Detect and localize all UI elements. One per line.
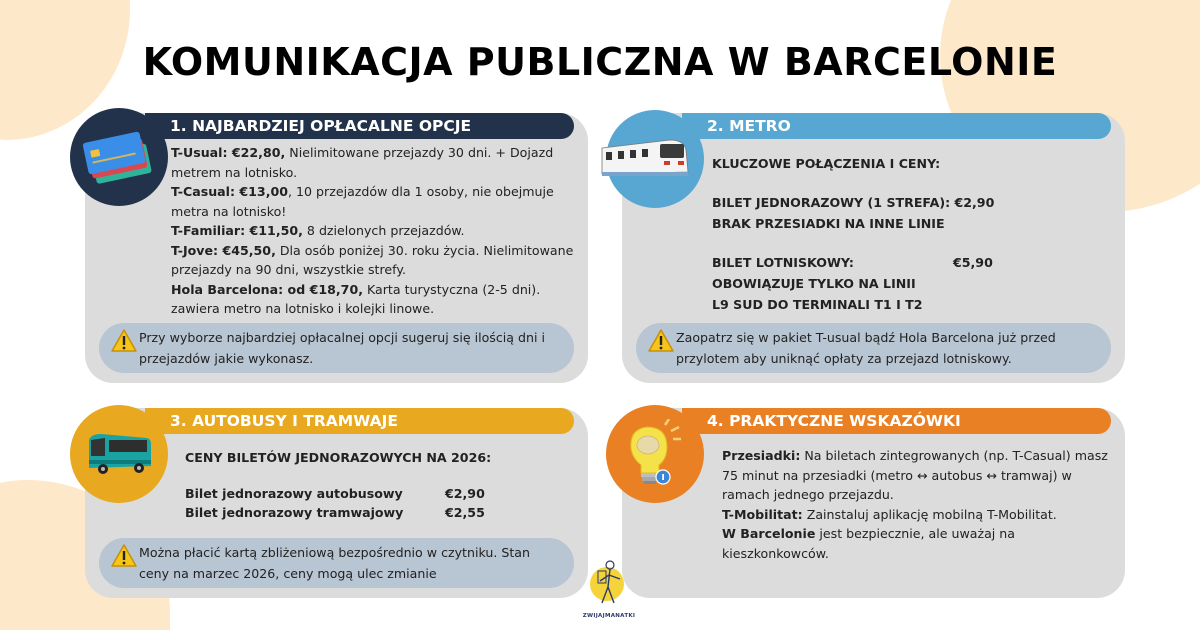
tip-note: Przy wyborze najbardziej opłacalnej opcji sugeruj się ilością dni i przejazdów jakie wykonasz. — [99, 323, 574, 373]
brand-logo — [578, 557, 640, 627]
hiker-icon — [592, 559, 628, 611]
subheading: CENY BILETÓW JEDNORAZOWYCH NA 2026: — [185, 450, 492, 465]
ticket-single: BILET JEDNORAZOWY (1 STREFA): €2,90 — [712, 195, 995, 210]
list-item: Hola Barcelona: od €18,70, Karta turystyczna (2-5 dni). zawiera metro na lotnisko i kolejki linowe. — [171, 281, 541, 316]
list-item: T-Usual: €22,80, Nielimitowane przejazdy 30 dni. + Dojazd metrem na lotnisko. — [171, 145, 554, 180]
page-title: KOMUNIKACJA PUBLICZNA W BARCELONIE — [142, 40, 1058, 84]
list-item: Przesiadki: Na biletach zintegrowanych (np. T-Casual) masz 75 minut na przesiadki (metro ↔ autobus ↔ tramwaj) w ramach jednego przejazdu. — [722, 448, 1108, 502]
logo-text: ZWIJAJMANATKI — [582, 613, 636, 619]
tip-note: Można płacić kartą zbliżeniową bezpośrednio w czytniku. Stan ceny na marzec 2026, ceny mogą ulec zmianie — [99, 538, 574, 588]
card-body — [171, 143, 581, 319]
card-body: KLUCZOWE POŁĄCZENIA I CENY: BILET JEDNORAZOWY (1 STREFA): €2,90 BRAK PRZESIADKI NA INNE LINIE BILET LOTNISKOWY: €5,90 OBOWIĄZUJE TYLKO NA LINII L9 SUD DO TERMINALI T1 I T2 — [712, 153, 1112, 315]
subheading: KLUCZOWE POŁĄCZENIA I CENY: — [712, 156, 941, 171]
warning-icon — [111, 544, 137, 568]
lightbulb-info-icon — [606, 405, 704, 503]
card-body — [722, 446, 1112, 563]
card-heading: 2. METRO — [682, 113, 1111, 139]
airport-price: €5,90 — [953, 255, 993, 270]
list-item: T-Mobilitat: Zainstaluj aplikację mobilną T-Mobilitat. — [722, 506, 1057, 522]
card-heading: 1. NAJBARDZIEJ OPŁACALNE OPCJE — [145, 113, 574, 139]
card-heading: 4. PRAKTYCZNE WSKAZÓWKI — [682, 408, 1111, 434]
bus-icon — [70, 405, 168, 503]
price-row: Bilet jednorazowy tramwajowy €2,55 — [185, 505, 485, 520]
list-item: T-Jove: €45,50, Dla osób poniżej 30. roku życia. Nielimitowane przejazdy na 90 dni, wszystkie strefy. — [171, 242, 574, 277]
ticket-single-note: BRAK PRZESIADKI NA INNE LINIE — [712, 216, 945, 231]
warning-icon — [111, 329, 137, 353]
warning-icon — [648, 329, 674, 353]
list-item: T-Casual: €13,00, 10 przejazdów dla 1 osoby, nie obejmuje metra na lotnisko! — [171, 184, 554, 219]
price-row: Bilet jednorazowy autobusowy €2,90 — [185, 485, 485, 501]
credit-cards-icon — [70, 108, 168, 206]
card-body — [185, 448, 565, 523]
metro-train-icon — [606, 110, 704, 208]
ticket-airport: BILET LOTNISKOWY: €5,90 — [712, 252, 1112, 273]
list-item: T-Familiar: €11,50, 8 dzielonych przejazdów. — [171, 223, 465, 238]
list-item: W Barcelonie jest bezpiecznie, ale uważaj na kieszkonkowców. — [722, 526, 1016, 561]
tip-note: Zaopatrz się w pakiet T-usual bądź Hola Barcelona już przed przylotem aby uniknąć opłaty za przejazd lotniskowy. — [636, 323, 1111, 373]
card-heading: 3. AUTOBUSY I TRAMWAJE — [145, 408, 574, 434]
